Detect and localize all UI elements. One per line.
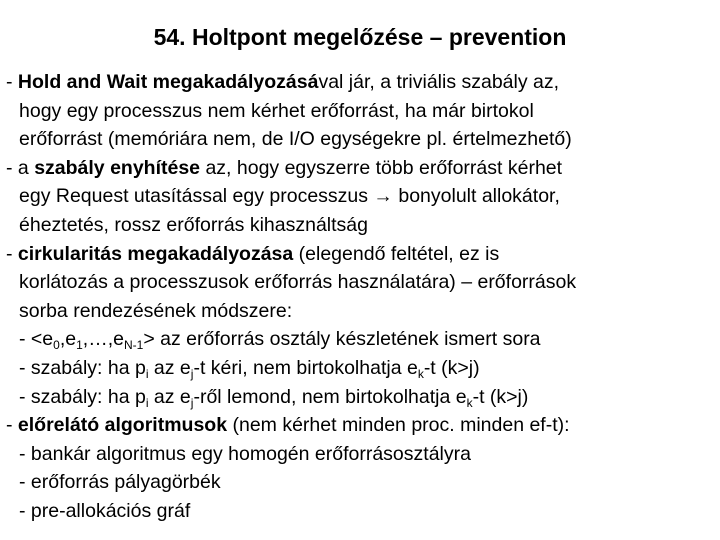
text: ,…,e bbox=[82, 328, 124, 351]
sub-bullet: - bankár algoritmus egy homogén erőforrásosztályra bbox=[19, 442, 471, 465]
subscript: N-1 bbox=[123, 338, 144, 353]
text: - <e bbox=[19, 328, 54, 351]
sub-bullet: - erőforrás pályagörbék bbox=[19, 471, 221, 494]
sub-bullet-rule-request bbox=[6, 354, 716, 383]
bullet-continuation: hogy egy processzus nem kérhet erőforrást, ha már birtokol bbox=[19, 99, 534, 122]
sub-bullet-rule-release bbox=[6, 383, 716, 412]
text: az e bbox=[148, 385, 191, 408]
subscript: 0 bbox=[53, 338, 60, 353]
bullet-text: (nem kérhet minden proc. minden ef-t): bbox=[227, 414, 570, 437]
bullet-hold-and-wait bbox=[6, 68, 716, 97]
text: -ről lemond, nem birtokolhatja e bbox=[193, 385, 467, 408]
text: az e bbox=[148, 356, 191, 379]
subscript: i bbox=[145, 395, 149, 410]
bullet-dash: - bbox=[6, 71, 18, 93]
text: ,e bbox=[59, 328, 77, 351]
bullet-dash: - bbox=[6, 242, 18, 265]
subscript: k bbox=[417, 366, 424, 381]
subscript: 1 bbox=[76, 338, 83, 353]
slide-body bbox=[6, 68, 716, 526]
text: -t (k>j) bbox=[472, 385, 529, 408]
subscript: j bbox=[190, 395, 194, 410]
bullet-continuation: éheztetés, rossz erőforrás kihasználtság bbox=[19, 213, 369, 236]
bullet-predictive-algorithms bbox=[6, 411, 716, 440]
bullet-continuation: erőforrást (memóriára nem, de I/O egységekre pl. értelmezhető) bbox=[19, 128, 572, 151]
subscript: i bbox=[145, 366, 149, 381]
bullet-continuation: korlátozás a processzusok erőforrás használatára) – erőforrások bbox=[19, 271, 577, 294]
text: - szabály: ha p bbox=[19, 385, 146, 408]
bullet-text: val jár, a triviális szabály az, bbox=[318, 71, 560, 93]
bullet-bold-term: szabály enyhítése bbox=[34, 156, 201, 179]
bullet-bold-term: Hold and Wait megakadályozásá bbox=[17, 71, 319, 93]
text: -t (k>j) bbox=[423, 356, 480, 379]
bullet-text: (elegendő feltétel, ez is bbox=[293, 242, 500, 265]
sub-bullet: - pre-allokációs gráf bbox=[19, 499, 191, 522]
text: - szabály: ha p bbox=[19, 356, 146, 379]
subscript: k bbox=[466, 395, 473, 410]
bullet-bold-term: előrelátó algoritmusok bbox=[17, 414, 228, 437]
bullet-dash: - bbox=[6, 414, 18, 437]
bullet-continuation: egy Request utasítással egy processzus → bonyolult allokátor, bbox=[19, 185, 560, 208]
bullet-text: - a bbox=[6, 156, 35, 179]
text: -t kéri, nem birtokolhatja e bbox=[193, 356, 418, 379]
bullet-text: az, hogy egyszerre több erőforrást kérhet bbox=[200, 156, 563, 179]
bullet-continuation: sorba rendezésének módszere: bbox=[19, 299, 293, 322]
subscript: j bbox=[190, 366, 194, 381]
bullet-rule-relaxation bbox=[6, 154, 716, 183]
slide-title: 54. Holtpont megelőzése – prevention bbox=[153, 24, 567, 50]
bullet-circularity bbox=[6, 240, 716, 269]
text: > az erőforrás osztály készletének ismert sora bbox=[143, 328, 541, 351]
sub-bullet-order bbox=[6, 325, 716, 354]
bullet-bold-term: cirkularitás megakadályozása bbox=[17, 242, 294, 265]
